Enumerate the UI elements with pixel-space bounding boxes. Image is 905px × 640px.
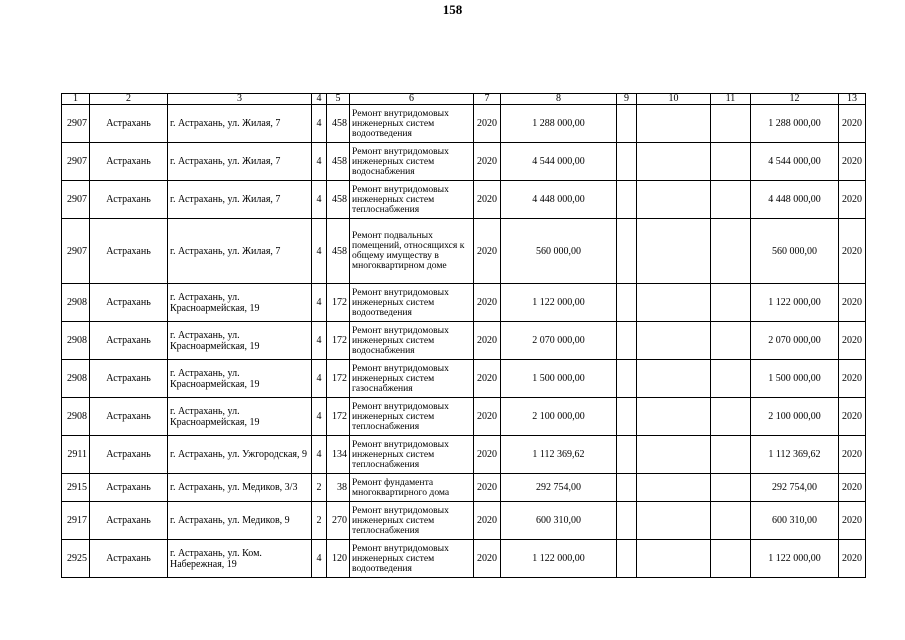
city-cell: Астрахань — [90, 322, 168, 360]
address-cell: г. Астрахань, ул. Красноармейская, 19 — [168, 322, 312, 360]
address-cell: г. Астрахань, ул. Ком. Набережная, 19 — [168, 540, 312, 578]
row-id: 2917 — [62, 502, 90, 540]
count-cell: 172 — [327, 398, 350, 436]
year-cell: 2020 — [474, 474, 501, 502]
year-cell: 2020 — [474, 398, 501, 436]
count-cell: 270 — [327, 502, 350, 540]
col9-cell — [617, 284, 637, 322]
col11-cell — [711, 322, 751, 360]
table-row — [62, 474, 866, 502]
fund-cost-cell: 600 310,00 — [751, 502, 839, 540]
table-body — [62, 105, 866, 578]
col9-cell — [617, 502, 637, 540]
table-row — [62, 322, 866, 360]
year-cell: 2020 — [474, 436, 501, 474]
column-header-7: 7 — [474, 94, 501, 105]
total-cost-cell: 1 500 000,00 — [501, 360, 617, 398]
address-cell: г. Астрахань, ул. Ужгородская, 9 — [168, 436, 312, 474]
total-cost-cell: 600 310,00 — [501, 502, 617, 540]
col10-cell — [637, 284, 711, 322]
total-cost-cell: 2 070 000,00 — [501, 322, 617, 360]
table-row — [62, 181, 866, 219]
city-cell: Астрахань — [90, 105, 168, 143]
total-cost-cell: 1 122 000,00 — [501, 540, 617, 578]
work-type-cell: Ремонт внутридомовых инженерных систем газоснабжения — [350, 360, 474, 398]
work-type-cell: Ремонт внутридомовых инженерных систем водоотведения — [350, 540, 474, 578]
total-cost-cell: 4 544 000,00 — [501, 143, 617, 181]
count-cell: 172 — [327, 284, 350, 322]
fund-cost-cell: 2 100 000,00 — [751, 398, 839, 436]
year-cell: 2020 — [474, 181, 501, 219]
column-header-6: 6 — [350, 94, 474, 105]
floors-cell: 4 — [312, 219, 327, 284]
col9-cell — [617, 360, 637, 398]
col9-cell — [617, 540, 637, 578]
row-id: 2907 — [62, 105, 90, 143]
total-cost-cell: 1 288 000,00 — [501, 105, 617, 143]
work-type-cell: Ремонт внутридомовых инженерных систем теплоснабжения — [350, 436, 474, 474]
fund-cost-cell: 1 112 369,62 — [751, 436, 839, 474]
col11-cell — [711, 360, 751, 398]
count-cell: 38 — [327, 474, 350, 502]
year-cell: 2020 — [474, 105, 501, 143]
year-cell: 2020 — [474, 284, 501, 322]
city-cell: Астрахань — [90, 540, 168, 578]
address-cell: г. Астрахань, ул. Жилая, 7 — [168, 219, 312, 284]
fund-cost-cell: 4 544 000,00 — [751, 143, 839, 181]
page-number: 158 — [442, 2, 463, 17]
registry-table — [61, 93, 866, 578]
row-id: 2911 — [62, 436, 90, 474]
end-year-cell: 2020 — [839, 474, 866, 502]
col10-cell — [637, 474, 711, 502]
col11-cell — [711, 181, 751, 219]
count-cell: 134 — [327, 436, 350, 474]
row-id: 2908 — [62, 322, 90, 360]
col9-cell — [617, 143, 637, 181]
end-year-cell: 2020 — [839, 398, 866, 436]
work-type-cell: Ремонт внутридомовых инженерных систем водоснабжения — [350, 322, 474, 360]
table-row — [62, 398, 866, 436]
column-header-3: 3 — [168, 94, 312, 105]
end-year-cell: 2020 — [839, 181, 866, 219]
col9-cell — [617, 474, 637, 502]
col11-cell — [711, 502, 751, 540]
col9-cell — [617, 436, 637, 474]
row-id: 2907 — [62, 143, 90, 181]
table-row — [62, 436, 866, 474]
table-row — [62, 360, 866, 398]
column-header-12: 12 — [751, 94, 839, 105]
col9-cell — [617, 219, 637, 284]
year-cell: 2020 — [474, 540, 501, 578]
col9-cell — [617, 105, 637, 143]
col10-cell — [637, 143, 711, 181]
fund-cost-cell: 1 122 000,00 — [751, 540, 839, 578]
column-header-13: 13 — [839, 94, 866, 105]
total-cost-cell: 1 122 000,00 — [501, 284, 617, 322]
row-id: 2915 — [62, 474, 90, 502]
address-cell: г. Астрахань, ул. Жилая, 7 — [168, 181, 312, 219]
address-cell: г. Астрахань, ул. Медиков, 3/3 — [168, 474, 312, 502]
col9-cell — [617, 398, 637, 436]
fund-cost-cell: 1 122 000,00 — [751, 284, 839, 322]
table-row — [62, 284, 866, 322]
col11-cell — [711, 284, 751, 322]
end-year-cell: 2020 — [839, 360, 866, 398]
floors-cell: 4 — [312, 398, 327, 436]
end-year-cell: 2020 — [839, 143, 866, 181]
count-cell: 458 — [327, 143, 350, 181]
work-type-cell: Ремонт фундамента многоквартирного дома — [350, 474, 474, 502]
floors-cell: 4 — [312, 143, 327, 181]
city-cell: Астрахань — [90, 284, 168, 322]
address-cell: г. Астрахань, ул. Медиков, 9 — [168, 502, 312, 540]
address-cell: г. Астрахань, ул. Красноармейская, 19 — [168, 360, 312, 398]
count-cell: 458 — [327, 105, 350, 143]
city-cell: Астрахань — [90, 398, 168, 436]
col9-cell — [617, 181, 637, 219]
year-cell: 2020 — [474, 219, 501, 284]
count-cell: 458 — [327, 219, 350, 284]
col10-cell — [637, 219, 711, 284]
work-type-cell: Ремонт внутридомовых инженерных систем водоотведения — [350, 284, 474, 322]
column-header-1: 1 — [62, 94, 90, 105]
floors-cell: 4 — [312, 540, 327, 578]
fund-cost-cell: 2 070 000,00 — [751, 322, 839, 360]
end-year-cell: 2020 — [839, 540, 866, 578]
fund-cost-cell: 292 754,00 — [751, 474, 839, 502]
col11-cell — [711, 105, 751, 143]
col10-cell — [637, 181, 711, 219]
total-cost-cell: 292 754,00 — [501, 474, 617, 502]
year-cell: 2020 — [474, 322, 501, 360]
work-type-cell: Ремонт внутридомовых инженерных систем теплоснабжения — [350, 181, 474, 219]
col10-cell — [637, 436, 711, 474]
col11-cell — [711, 540, 751, 578]
floors-cell: 4 — [312, 284, 327, 322]
table-row — [62, 105, 866, 143]
column-header-5: 5 — [327, 94, 350, 105]
table-row — [62, 540, 866, 578]
fund-cost-cell: 4 448 000,00 — [751, 181, 839, 219]
floors-cell: 2 — [312, 502, 327, 540]
row-id: 2908 — [62, 360, 90, 398]
city-cell: Астрахань — [90, 219, 168, 284]
end-year-cell: 2020 — [839, 284, 866, 322]
floors-cell: 2 — [312, 474, 327, 502]
col10-cell — [637, 540, 711, 578]
floors-cell: 4 — [312, 322, 327, 360]
end-year-cell: 2020 — [839, 105, 866, 143]
col10-cell — [637, 105, 711, 143]
floors-cell: 4 — [312, 181, 327, 219]
row-id: 2908 — [62, 398, 90, 436]
col10-cell — [637, 322, 711, 360]
work-type-cell: Ремонт внутридомовых инженерных систем теплоснабжения — [350, 398, 474, 436]
table-row — [62, 219, 866, 284]
total-cost-cell: 2 100 000,00 — [501, 398, 617, 436]
address-cell: г. Астрахань, ул. Жилая, 7 — [168, 143, 312, 181]
row-id: 2908 — [62, 284, 90, 322]
count-cell: 172 — [327, 360, 350, 398]
row-id: 2925 — [62, 540, 90, 578]
count-cell: 458 — [327, 181, 350, 219]
work-type-cell: Ремонт внутридомовых инженерных систем теплоснабжения — [350, 502, 474, 540]
count-cell: 172 — [327, 322, 350, 360]
total-cost-cell: 560 000,00 — [501, 219, 617, 284]
city-cell: Астрахань — [90, 143, 168, 181]
end-year-cell: 2020 — [839, 322, 866, 360]
col9-cell — [617, 322, 637, 360]
address-cell: г. Астрахань, ул. Жилая, 7 — [168, 105, 312, 143]
year-cell: 2020 — [474, 143, 501, 181]
city-cell: Астрахань — [90, 436, 168, 474]
column-header-8: 8 — [501, 94, 617, 105]
work-type-cell: Ремонт внутридомовых инженерных систем водоснабжения — [350, 143, 474, 181]
year-cell: 2020 — [474, 502, 501, 540]
city-cell: Астрахань — [90, 502, 168, 540]
city-cell: Астрахань — [90, 474, 168, 502]
fund-cost-cell: 1 288 000,00 — [751, 105, 839, 143]
table-row — [62, 502, 866, 540]
count-cell: 120 — [327, 540, 350, 578]
col11-cell — [711, 398, 751, 436]
col11-cell — [711, 436, 751, 474]
column-header-9: 9 — [617, 94, 637, 105]
end-year-cell: 2020 — [839, 502, 866, 540]
address-cell: г. Астрахань, ул. Красноармейская, 19 — [168, 398, 312, 436]
end-year-cell: 2020 — [839, 436, 866, 474]
row-id: 2907 — [62, 219, 90, 284]
year-cell: 2020 — [474, 360, 501, 398]
total-cost-cell: 1 112 369,62 — [501, 436, 617, 474]
column-header-4: 4 — [312, 94, 327, 105]
work-type-cell: Ремонт внутридомовых инженерных систем водоотведения — [350, 105, 474, 143]
work-type-cell: Ремонт подвальных помещений, относящихся к общему имуществу в многоквартирном доме — [350, 219, 474, 284]
fund-cost-cell: 560 000,00 — [751, 219, 839, 284]
col11-cell — [711, 219, 751, 284]
city-cell: Астрахань — [90, 181, 168, 219]
col10-cell — [637, 398, 711, 436]
column-header-2: 2 — [90, 94, 168, 105]
column-header-11: 11 — [711, 94, 751, 105]
col10-cell — [637, 360, 711, 398]
col10-cell — [637, 502, 711, 540]
address-cell: г. Астрахань, ул. Красноармейская, 19 — [168, 284, 312, 322]
column-header-10: 10 — [637, 94, 711, 105]
floors-cell: 4 — [312, 360, 327, 398]
floors-cell: 4 — [312, 105, 327, 143]
col11-cell — [711, 474, 751, 502]
total-cost-cell: 4 448 000,00 — [501, 181, 617, 219]
col11-cell — [711, 143, 751, 181]
floors-cell: 4 — [312, 436, 327, 474]
city-cell: Астрахань — [90, 360, 168, 398]
table-row — [62, 143, 866, 181]
fund-cost-cell: 1 500 000,00 — [751, 360, 839, 398]
end-year-cell: 2020 — [839, 219, 866, 284]
header-row — [62, 94, 866, 105]
row-id: 2907 — [62, 181, 90, 219]
